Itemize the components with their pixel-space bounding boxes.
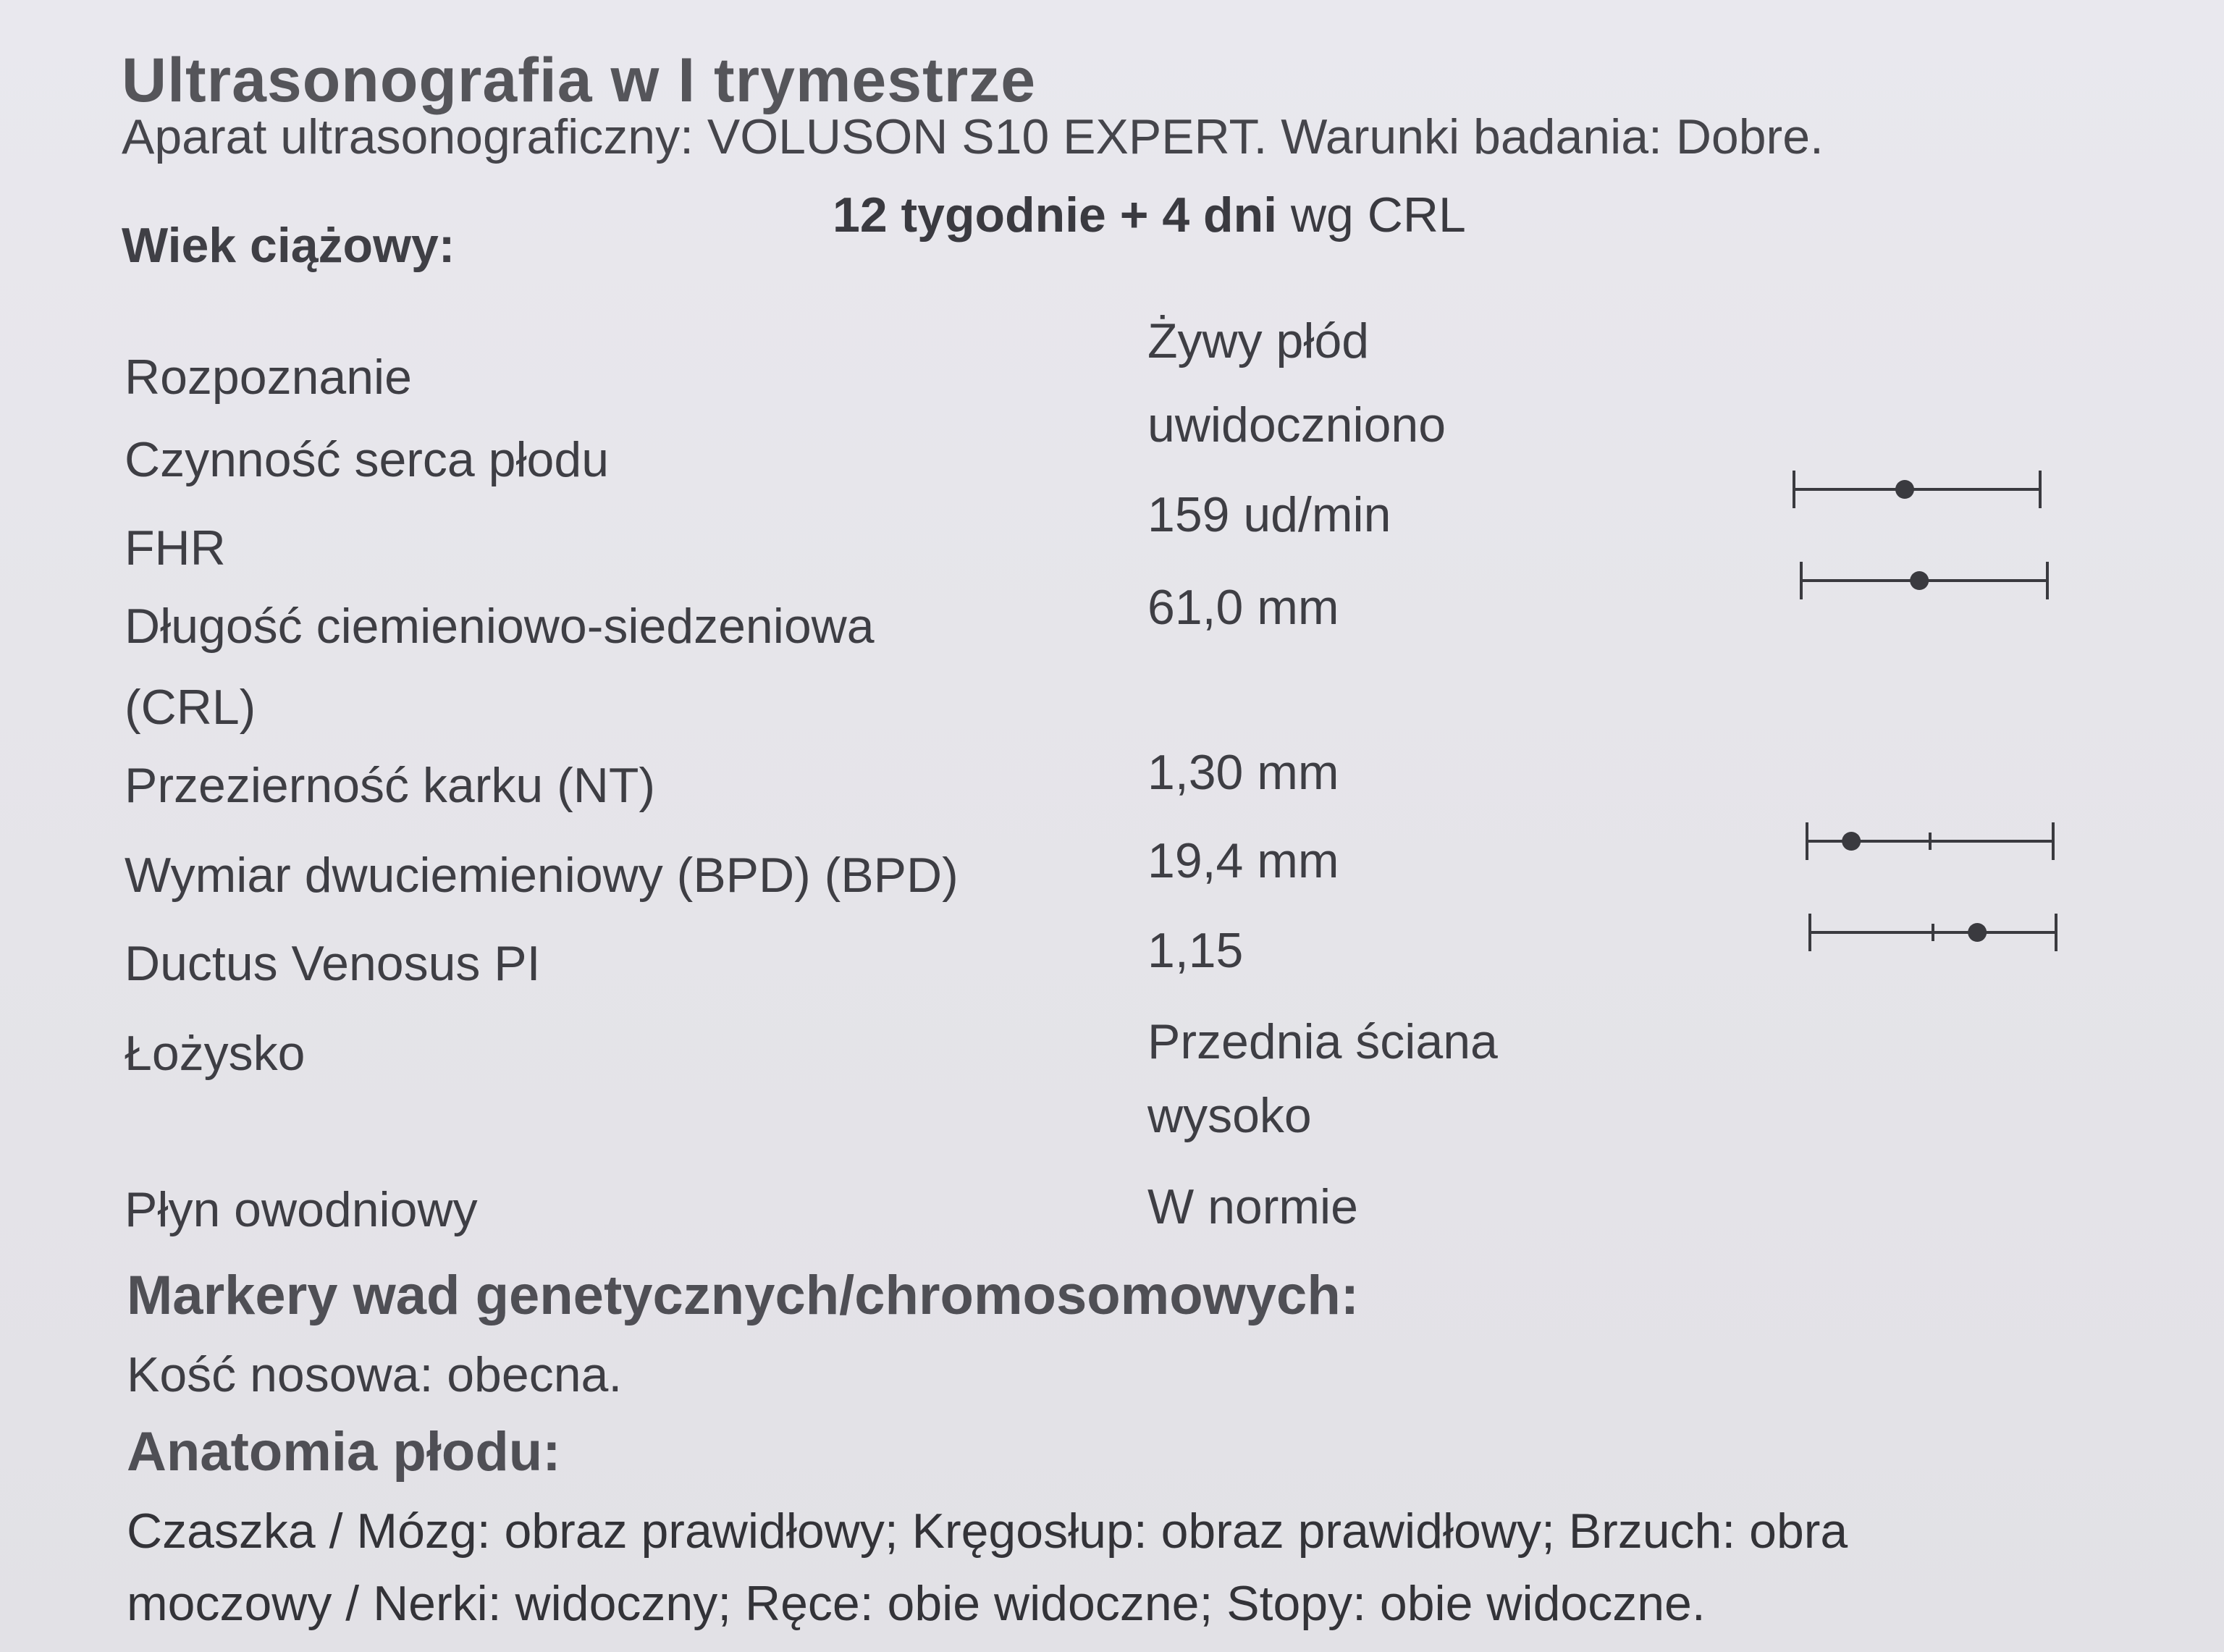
row-label-heart-activity: Czynność serca płodu (125, 432, 610, 487)
bpd-range-gauge (1801, 815, 2062, 873)
row-value-amniotic-fluid: W normie (1147, 1179, 1358, 1234)
gauge-value-marker (1895, 480, 1914, 499)
row-value-bpd: 19,4 mm (1147, 833, 1339, 888)
crl-range-gauge (1795, 555, 2056, 612)
gauge-value-marker (1910, 571, 1929, 590)
row-value-heart-activity: uwidoczniono (1147, 397, 1446, 452)
markers-text: Kość nosowa: obecna. (127, 1347, 623, 1402)
ductus-venosus-range-gauge (1804, 906, 2065, 964)
report-title: Ultrasonografia w I trymestrze (122, 46, 1037, 115)
gauge-value-marker (1842, 832, 1861, 851)
row-label-bpd: Wymiar dwuciemieniowy (BPD) (BPD) (125, 848, 959, 903)
row-label-fhr: FHR (125, 521, 226, 576)
gestational-age-value (833, 187, 1466, 243)
fhr-range-gauge (1788, 463, 2049, 521)
gestational-age-label: Wiek ciążowy: (122, 218, 455, 273)
row-label-ductus-venosus: Ductus Venosus PI (125, 936, 541, 991)
row-label-placenta: Łożysko (125, 1026, 306, 1081)
markers-heading: Markery wad genetycznych/chromosomowych: (127, 1265, 1360, 1326)
anatomy-line-1: Czaszka / Mózg: obraz prawidłowy; Kręgosłup: obraz prawidłowy; Brzuch: obra (127, 1504, 1848, 1559)
anatomy-heading: Anatomia płodu: (127, 1421, 561, 1483)
gauge-value-marker (1968, 923, 1987, 942)
row-label-nt: Przezierność karku (NT) (125, 758, 656, 813)
row-label-crl-line2: (CRL) (125, 680, 256, 735)
row-label-diagnosis: Rozpoznanie (125, 350, 412, 405)
row-value-crl: 61,0 mm (1147, 580, 1339, 635)
row-label-amniotic-fluid: Płyn owodniowy (125, 1182, 478, 1237)
row-label-crl: Długość ciemieniowo-siedzeniowa (125, 599, 875, 654)
row-value-ductus-venosus: 1,15 (1147, 923, 1244, 978)
row-value-nt: 1,30 mm (1147, 745, 1339, 800)
row-value-placenta-line2: wysoko (1147, 1088, 1312, 1143)
row-value-diagnosis: Żywy płód (1147, 313, 1370, 368)
device-info: Aparat ultrasonograficzny: VOLUSON S10 EXPERT. Warunki badania: Dobre. (122, 109, 1824, 164)
row-value-placenta: Przednia ściana (1147, 1014, 1498, 1069)
anatomy-line-2: moczowy / Nerki: widoczny; Ręce: obie widoczne; Stopy: obie widoczne. (127, 1576, 1706, 1631)
gestational-age-method: wg CRL (1277, 187, 1466, 243)
gestational-age-weeks: 12 tygodnie + 4 dni (833, 187, 1278, 243)
row-value-fhr: 159 ud/min (1147, 487, 1391, 542)
